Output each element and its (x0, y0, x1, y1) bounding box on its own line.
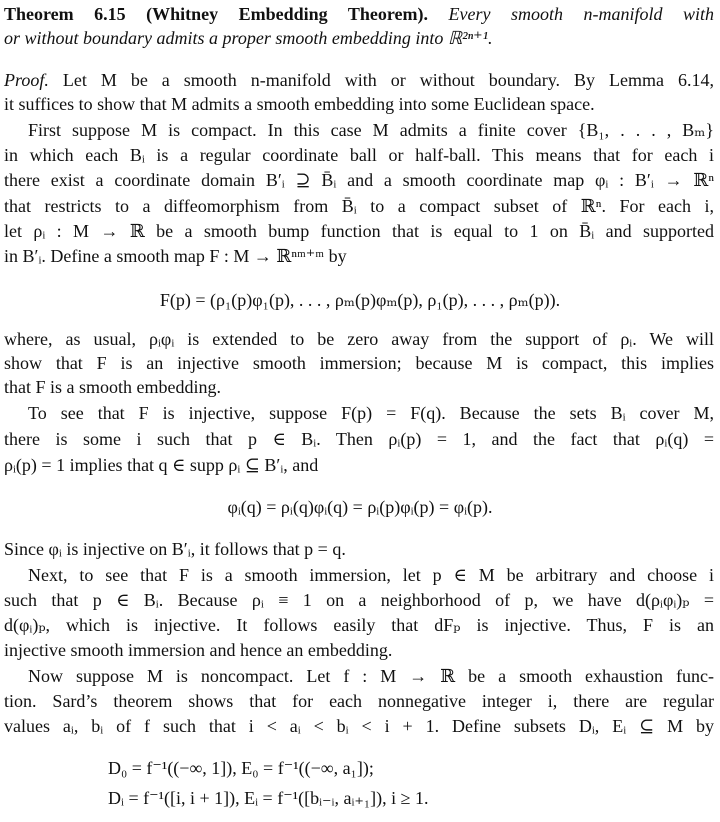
proof-line-22: values aᵢ, bᵢ of f such that i < aᵢ < bᵢ < i + 1. Define subsets Dᵢ, Eᵢ ⊆ M by (4, 716, 714, 736)
proof-line-6: that restricts to a diffeomorphism from B̄ᵢ to a compact subset of ℝⁿ. For each i, (4, 196, 714, 216)
proof-line-21: tion. Sard’s theorem shows that for each nonnegative integer i, there are regular (4, 691, 714, 711)
proof-line-8: in B′ᵢ. Define a smooth map F : M → ℝⁿᵐ⁺ᵐ by (4, 246, 347, 266)
equation-1: F(p) = (ρ₁(p)φ₁(p), . . . , ρₘ(p)φₘ(p), ρ₁(p), . . . , ρₘ(p)). (159, 290, 561, 310)
proof-line-1 (4, 68, 714, 92)
proof-line-20: Now suppose M is noncompact. Let f : M → ℝ be a smooth exhaustion func- (28, 666, 714, 686)
proof-line-3: First suppose M is compact. In this case M admits a finite cover {B₁, . . . , Bₘ} (28, 120, 714, 140)
proof-line-19: injective smooth immersion and hence an embedding. (4, 640, 393, 660)
proof-line-12: To see that F is injective, suppose F(p) = F(q). Because the sets Bᵢ cover M, (28, 403, 714, 423)
proof-line-18: d(φᵢ)ₚ, which is injective. It follows easily that dFₚ is injective. Thus, F is an (4, 615, 714, 635)
equation-2: φᵢ(q) = ρᵢ(q)φᵢ(q) = ρᵢ(p)φᵢ(p) = φᵢ(p). (227, 497, 493, 517)
proof-line-16: Next, to see that F is a smooth immersion, let p ∈ M be arbitrary and choose i (28, 565, 714, 585)
theorem-statement-1: Every smooth n-manifold with (448, 4, 714, 24)
theorem-line-2 (4, 26, 714, 50)
proof-label: Proof. (4, 70, 49, 90)
equation-4: Dᵢ = f⁻¹([i, i + 1]), Eᵢ = f⁻¹([bᵢ₋ᵢ, aᵢ₊₁]), i ≥ 1. (108, 788, 429, 808)
proof-line-7: let ρᵢ : M → ℝ be a smooth bump function that is equal to 1 on B̄ᵢ and supported (4, 221, 714, 241)
proof-text: Let M be a smooth n-manifold with or without boundary. By Lemma 6.14, (62, 70, 715, 90)
proof-line-9: where, as usual, ρᵢφᵢ is extended to be zero away from the support of ρᵢ. We will (4, 329, 714, 349)
proof-line-17: such that p ∈ Bᵢ. Because ρᵢ ≡ 1 on a neighborhood of p, we have d(ρᵢφᵢ)ₚ = (4, 590, 714, 610)
proof-line-5: there exist a coordinate domain B′ᵢ ⊇ B̄ᵢ and a smooth coordinate map φᵢ : B′ᵢ → ℝⁿ (4, 170, 714, 190)
theorem-line-1 (4, 2, 714, 26)
equation-3: D₀ = f⁻¹((−∞, 1]), E₀ = f⁻¹((−∞, a₁]); (108, 758, 374, 778)
proof-line-10: show that F is an injective smooth immersion; because M is compact, this implies (4, 353, 714, 373)
proof-line-2: it suffices to show that M admits a smooth embedding into some Euclidean space. (4, 94, 595, 114)
proof-line-15: Since φᵢ is injective on B′ᵢ, it follows that p = q. (4, 539, 346, 559)
proof-line-13: there is some i such that p ∈ Bᵢ. Then ρᵢ(p) = 1, and the fact that ρᵢ(q) = (4, 429, 714, 449)
proof-line-14: ρᵢ(p) = 1 implies that q ∈ supp ρᵢ ⊆ B′ᵢ, and (4, 455, 319, 475)
theorem-label: Theorem 6.15 (Whitney Embedding Theorem). (4, 4, 429, 24)
theorem-statement-2: or without boundary admits a proper smooth embedding into ℝ²ⁿ⁺¹. (4, 28, 493, 48)
proof-line-4: in which each Bᵢ is a regular coordinate ball or half-ball. This means that for each i (4, 145, 714, 165)
proof-line-11: that F is a smooth embedding. (4, 377, 221, 397)
